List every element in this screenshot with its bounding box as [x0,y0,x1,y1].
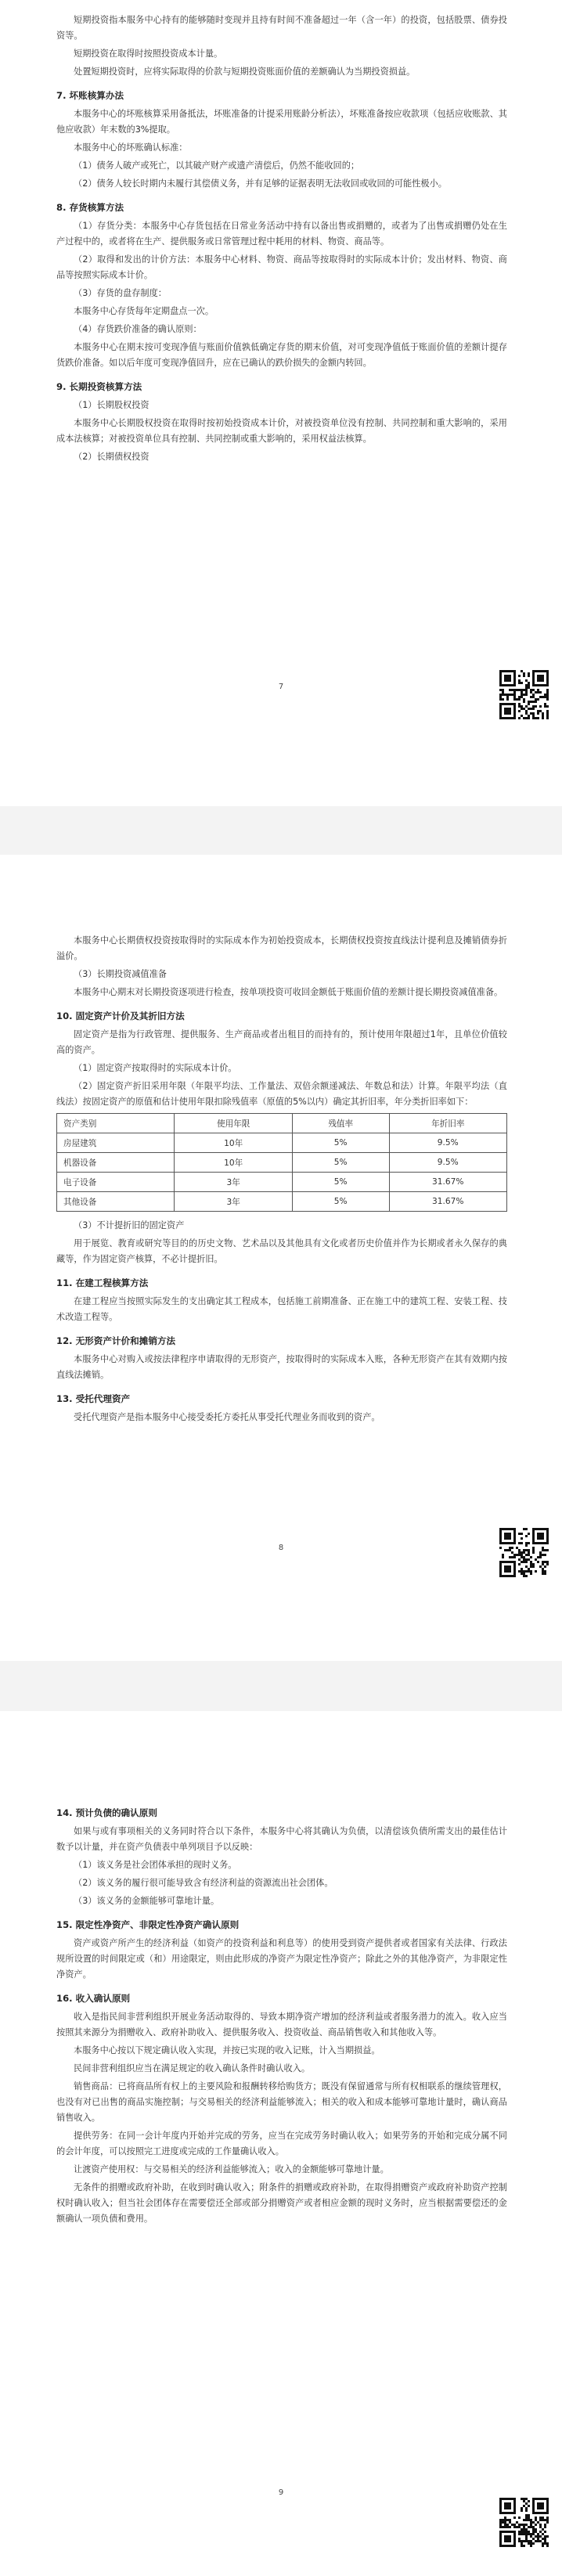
table-header-row [57,1114,507,1133]
paragraph: （2）长期债权投资 [74,452,150,462]
paragraph: 本服务中心的坏账核算采用备抵法，坏账准备的计提采用账龄分析法），坏账准备按应收款项（包括应收账款、其他应收款）年末数的3%提取。 [56,109,507,135]
paragraph: （4）存货跌价准备的确认原则： [74,324,202,334]
paragraph: 用于展览、教育或研究等目的的历史文物、艺术品以及其他具有文化或者历史价值并作为长期或者永久保存的典藏等，作为固定资产核算，不必计提折旧。 [56,1238,507,1264]
page-9-body [56,1797,507,2229]
qr-code-icon [499,1528,549,1578]
document-page-7 [0,0,562,806]
paragraph: 本服务中心期末对长期投资逐项进行检查，按单项投资可收回金额低于账面价值的差额计提长期投资减值准备。 [74,987,503,997]
paragraph: （2）固定资产折旧采用年限（年限平均法、工作量法、双倍余额递减法、年数总和法）计算。年限平均法（直线法）按固定资产的原值和估计使用年限扣除残值率（原值的5%以内）确定其折旧率，年分类折旧率如下： [56,1081,507,1107]
paragraph: （3）不计提折旧的固定资产 [74,1220,185,1230]
paragraph: 受托代理资产是指本服务中心接受委托方委托从事受托代理业务而收到的资产。 [74,1412,380,1422]
table-cell: 5% [292,1133,389,1153]
section-heading: 9. 长期投资核算方法 [56,381,142,392]
paragraph: 提供劳务：在同一会计年度内开始并完成的劳务，应当在完成劳务时确认收入；如果劳务的开始和完成分属不同的会计年度，可以按照完工进度或完成的工作量确认收入。 [56,2131,507,2156]
table-cell: 9.5% [389,1153,506,1173]
paragraph: 处置短期投资时，应将实际取得的价款与短期投资账面价值的差额确认为当期投资损益。 [74,67,416,77]
paragraph: （1）存货分类：本服务中心存货包括在日常业务活动中持有以备出售或捐赠的，或者为了出售或捐赠仍处在生产过程中的，或者将在生产、提供服务或日常管理过程中耗用的材料、物资、商品等。 [56,221,507,247]
table-cell: 5% [292,1153,389,1173]
table-cell: 3年 [175,1192,292,1212]
paragraph: （3）该义务的金额能够可靠地计量。 [74,1896,220,1906]
paragraph: 本服务中心长期债权投资按取得时的实际成本作为初始投资成本，长期债权投资按直线法计提利息及摊销债券折溢价。 [56,935,507,961]
paragraph: （3）长期投资减值准备 [74,969,167,979]
table-row [57,1173,507,1192]
table-cell: 其他设备 [57,1192,175,1212]
page-8-text-bottom [56,1218,507,1425]
table-cell: 房屋建筑 [57,1133,175,1153]
page-number: 8 [278,1544,284,1552]
paragraph: 本服务中心按以下规定确认收入实现，并按已实现的收入记账，计入当期损益。 [74,2045,380,2055]
paragraph: （2）取得和发出的计价方法：本服务中心材料、物资、商品等按取得时的实际成本计价；发出材料、物资、商品等按照实际成本计价。 [56,254,507,280]
paragraph: （1）长期股权投资 [74,400,150,410]
paragraph: 本服务中心存货每年定期盘点一次。 [74,306,214,316]
table-row [57,1192,507,1212]
table-cell: 5% [292,1173,389,1192]
section-heading: 13. 受托代理资产 [56,1393,131,1404]
paragraph: 本服务中心的坏账确认标准： [74,142,188,153]
table-cell: 3年 [175,1173,292,1192]
paragraph: 销售商品：已将商品所有权上的主要风险和报酬转移给购货方；既没有保留通常与所有权相联系的继续管理权，也没有对已出售的商品实施控制；与交易相关的经济利益能够流入；相关的收入和成本能够可靠地计量时，确认商品销售收入。 [56,2081,507,2123]
table-cell: 5% [292,1192,389,1212]
document-page-9 [0,1711,562,2576]
table-cell: 10年 [175,1133,292,1153]
paragraph: 本服务中心长期股权投资在取得时按初始投资成本计价，对被投资单位没有控制、共同控制和重大影响的，采用成本法核算；对被投资单位具有控制、共同控制或重大影响的，采用权益法核算。 [56,418,507,444]
table-header-cell: 资产类别 [57,1114,175,1133]
section-heading: 16. 收入确认原则 [56,1993,131,2004]
paragraph: （1）该义务是社会团体承担的现时义务。 [74,1860,237,1870]
paragraph: （1）固定资产按取得时的实际成本计价。 [74,1063,237,1073]
page-number: 7 [278,683,284,691]
paragraph: 在建工程应当按照实际发生的支出确定其工程成本，包括施工前期准备、正在施工中的建筑工程、安装工程、技术改造工程等。 [56,1296,507,1322]
section-heading: 8. 存货核算方法 [56,202,124,213]
table-cell: 机器设备 [57,1153,175,1173]
paragraph: 固定资产是指为行政管理、提供服务、生产商品或者出租目的而持有的，预计使用年限超过1年，且单位价值较高的资产。 [56,1029,507,1055]
depreciation-table [56,1113,507,1212]
paragraph: 资产或资产所产生的经济利益（如资产的投资利益和利息等）的使用受到资产提供者或者国家有关法律、行政法规所设置的时间限定或（和）用途限定，则由此形成的净资产为限定性净资产；除此之外的其他净资产，为非限定性净资产。 [56,1938,507,1980]
table-row [57,1153,507,1173]
table-cell: 10年 [175,1153,292,1173]
page-7-body [56,13,507,467]
page-8-body [56,933,507,1428]
qr-code-icon [499,2498,549,2548]
document-page-8 [0,855,562,1661]
table-header-cell: 年折旧率 [389,1114,506,1133]
paragraph: 短期投资在取得时按照投资成本计量。 [74,49,223,59]
paragraph: （2）债务人较长时期内未履行其偿债义务，并有足够的证据表明无法收回或收回的可能性极小。 [74,178,447,189]
paragraph: 收入是指民间非营利组织开展业务活动取得的、导致本期净资产增加的经济利益或者服务潜力的流入。收入应当按照其来源分为捐赠收入、政府补助收入、提供服务收入、投资收益、商品销售收入和其他收入等。 [56,2012,507,2037]
paragraph: 让渡资产使用权：与交易相关的经济利益能够流入；收入的金额能够可靠地计量。 [74,2164,389,2174]
table-cell: 31.67% [389,1173,506,1192]
paragraph: 如果与或有事项相关的义务同时符合以下条件，本服务中心将其确认为负债，以清偿该负债所需支出的最佳估计数予以计量，并在资产负债表中单列项目予以反映： [56,1826,507,1852]
paragraph: （3）存货的盘存制度： [74,288,167,298]
table-row [57,1133,507,1153]
table-header-cell: 使用年限 [175,1114,292,1133]
page-number: 9 [278,2488,284,2497]
table-header-cell: 残值率 [292,1114,389,1133]
paragraph: 无条件的捐赠或政府补助，在收到时确认收入；附条件的捐赠或政府补助，在取得捐赠资产或政府补助资产控制权时确认收入；但当社会团体存在需要偿还全部或部分捐赠资产或者相应金额的现时义务时，应当根据需要偿还的金额确认一项负债和费用。 [56,2182,507,2224]
table-cell: 31.67% [389,1192,506,1212]
section-heading: 11. 在建工程核算方法 [56,1277,149,1288]
paragraph: 本服务中心在期末按可变现净值与账面价值孰低确定存货的期末价值，对可变现净值低于账面价值的差额计提存货跌价准备。如以后年度可变现净值回升，应在已确认的跌价损失的金额内转回。 [56,342,507,368]
section-heading: 15. 限定性净资产、非限定性净资产确认原则 [56,1919,240,1930]
section-heading: 14. 预计负债的确认原则 [56,1807,157,1818]
section-heading: 10. 固定资产计价及其折旧方法 [56,1011,185,1021]
table-cell: 9.5% [389,1133,506,1153]
table-cell: 电子设备 [57,1173,175,1192]
section-heading: 7. 坏账核算办法 [56,90,124,101]
section-heading: 12. 无形资产计价和摊销方法 [56,1335,176,1346]
paragraph: （1）债务人破产或死亡，以其破产财产或遗产清偿后，仍然不能收回的； [74,160,360,171]
paragraph: 民间非营利组织应当在满足规定的收入确认条件时确认收入。 [74,2063,311,2073]
paragraph: 本服务中心对购入或按法律程序申请取得的无形资产，按取得时的实际成本入账，各种无形资产在其有效期内按直线法摊销。 [56,1354,507,1380]
qr-code-icon [499,670,549,720]
paragraph: （2）该义务的履行很可能导致含有经济利益的资源流出社会团体。 [74,1878,333,1888]
paragraph: 短期投资指本服务中心持有的能够随时变现并且持有时间不准备超过一年（含一年）的投资，包括股票、债券投资等。 [56,15,507,41]
page-8-text-top [56,933,507,1110]
